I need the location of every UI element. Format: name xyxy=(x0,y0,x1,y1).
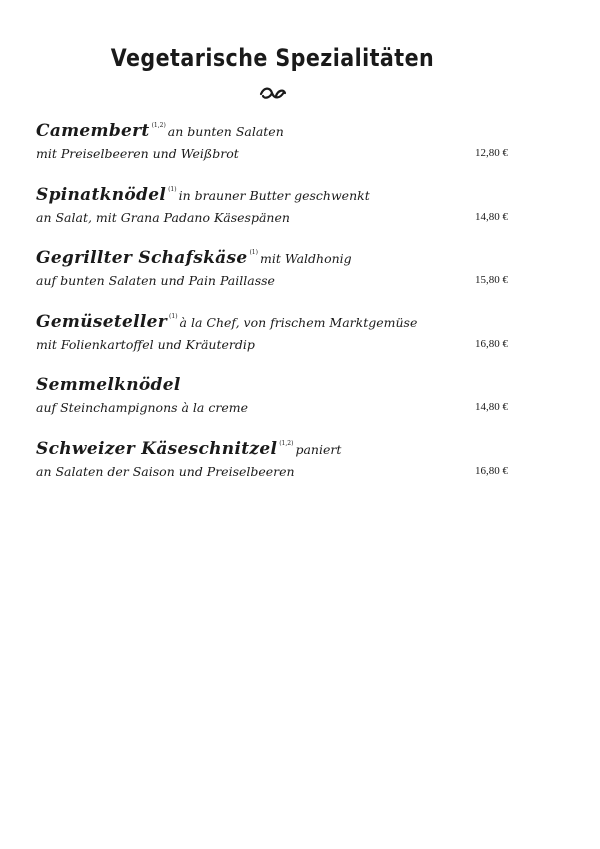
menu-item xyxy=(36,185,516,228)
menu-item xyxy=(36,248,516,291)
dish-side-description: mit Folienkartoffel und Kräuterdip xyxy=(36,337,255,352)
menu-item xyxy=(36,375,516,418)
allergen-note: (1,2) xyxy=(151,122,166,129)
dish-price: 15,80 € xyxy=(475,274,508,286)
menu-item xyxy=(36,312,516,355)
menu-item xyxy=(36,121,516,164)
dish-name: Spinatknödel xyxy=(36,185,167,205)
dish-price: 14,80 € xyxy=(475,211,508,223)
dish-price: 16,80 € xyxy=(475,465,508,477)
allergen-note: (1,2) xyxy=(279,440,294,447)
allergen-note: (1) xyxy=(169,313,178,320)
dish-name: Gemüseteller xyxy=(36,312,168,332)
dish-side-description: auf bunten Salaten und Pain Paillasse xyxy=(36,273,275,288)
dish-side-description: an Salat, mit Grana Padano Käsespänen xyxy=(36,210,290,225)
dish-name: Camembert xyxy=(36,121,150,141)
allergen-note: (1) xyxy=(168,186,177,193)
dish-price: 12,80 € xyxy=(475,147,508,159)
dish-description: an bunten Salaten xyxy=(167,124,284,139)
dish-name: Semmelknödel xyxy=(36,375,181,395)
dish-description: in brauner Butter geschwenkt xyxy=(178,188,370,203)
dish-name: Schweizer Käseschnitzel xyxy=(36,439,278,459)
dish-name: Gegrillter Schafskäse xyxy=(36,248,248,268)
page-title: Vegetarische Spezialitäten xyxy=(110,44,435,72)
allergen-note: (1) xyxy=(249,249,258,256)
dish-description: paniert xyxy=(295,442,342,457)
dish-side-description: auf Steinchampignons à la creme xyxy=(36,400,248,415)
menu-item xyxy=(36,439,516,482)
dish-description: mit Waldhonig xyxy=(259,251,352,266)
dish-side-description: mit Preiselbeeren und Weißbrot xyxy=(36,146,239,161)
dish-price: 14,80 € xyxy=(475,401,508,413)
dish-description: à la Chef, von frischem Marktgemüse xyxy=(179,315,418,330)
swash-ornament-icon xyxy=(258,84,288,104)
dish-side-description: an Salaten der Saison und Preiselbeeren xyxy=(36,464,295,479)
dish-price: 16,80 € xyxy=(475,338,508,350)
